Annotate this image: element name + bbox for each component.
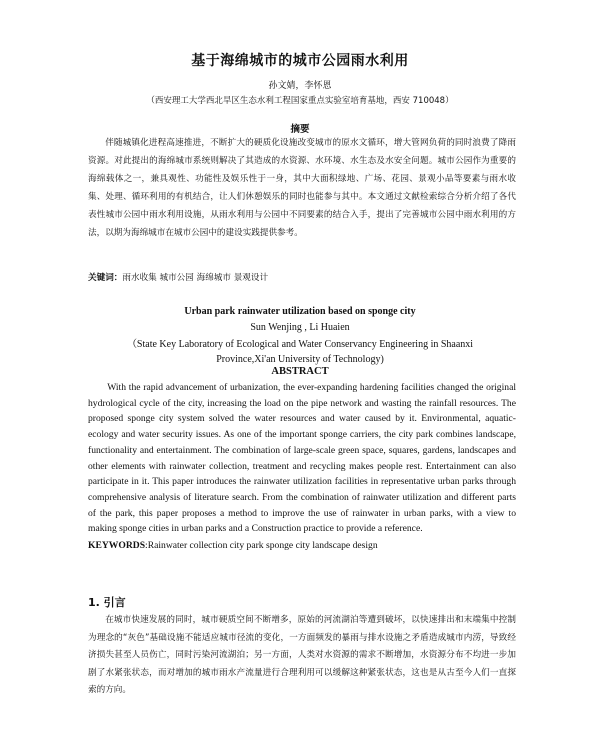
- authors-en: Sun Wenjing , Li Huaien: [250, 322, 350, 333]
- keywords-text-en: :Rainwater collection city park sponge city landscape design: [145, 540, 378, 551]
- section-1-body: 在城市快速发展的同时，城市硬质空间不断增多，原始的河流湖泊等遭到破坏，以快速排出和末端集中控制为理念的“灰色”基础设施不能适应城市径流的变化，一方面频发的暴雨与排水设施之矛盾造成城市内涝，导致经济损失甚至人员伤亡，同时污染河流湖泊；另一方面，人类对水资源的需求不断增加，水资源分布不均进一步加剧了水紧张状态，而对增加的城市雨水产流量进行合理利用可以缓解这种紧张状态，这也是从古至今人们一直探索的方向。: [88, 615, 516, 695]
- affiliation-en-line2: Province,Xi'an University of Technology): [216, 354, 384, 365]
- authors-cn: 孙文婧，李怀恩: [268, 81, 332, 91]
- keywords-en: [88, 540, 528, 551]
- paper-title-en: Urban park rainwater utilization based on sponge city: [184, 306, 416, 317]
- section-1-heading: 1. 引言: [88, 596, 126, 609]
- keywords-cn: [88, 271, 516, 283]
- affiliation-en: [0, 337, 600, 367]
- keywords-text-cn: 雨水收集 城市公园 海绵城市 景观设计: [122, 273, 269, 283]
- affiliation-cn: （西安理工大学西北旱区生态水利工程国家重点实验室培育基地，西安 710048）: [146, 96, 454, 106]
- keywords-label-cn: 关键词：: [88, 273, 123, 283]
- paper-title-cn: 基于海绵城市的城市公园雨水利用: [191, 53, 409, 69]
- abstract-heading-en: ABSTRACT: [271, 366, 329, 377]
- abstract-heading-cn: 摘要: [290, 124, 310, 135]
- keywords-label-en: KEYWORDS: [88, 540, 146, 551]
- abstract-body-cn: 伴随城镇化进程高速推进，不断扩大的硬质化设施改变城市的原水文循环，增大管网负荷的同时浪费了降雨资源。对此提出的海绵城市系统则解决了其造成的水资源、水环境、水生态及水安全问题。城市公园作为重要的海绵载体之一，兼具观性、功能性及娱乐性于一身，其中大面积绿地、广场、花园、景观小品等要素与雨水收集、处理、循环利用的有机结合，让人们休憩娱乐的同时也能参与其中。本文通过文献检索综合分析介绍了各代表性城市公园中雨水利用设施，从雨水利用与公园中不同要素的结合入手，提出了完善城市公园中雨水利用的方法，以期为海绵城市在城市公园中的建设实践提供参考。: [88, 138, 516, 238]
- affiliation-en-line1: （State Key Laboratory of Ecological and Water Conservancy Engineering in Shaanxi: [126, 339, 474, 350]
- abstract-body-en: With the rapid advancement of urbanization, the ever-expanding hardening facilities changed the original hydrological cycle of the city, increasing the load on the pipe network and wasting the rainfall resources. The proposed sponge city system solved the water resources and water caused by it. Environmental, aquatic- ecology and water security issues. As one of the important sponge carriers, the city park combines landscape, functionality and entertainment. The combination of large-scale green space, squares, gardens, landscapes and other elements with rainwater collection, treatment and recycling makes people rest. Entertainment can also participate in it. This paper introduces the rainwater utilization facilities in representative urban parks through comprehensive analysis of literature search. From the combination of rainwater utilization and different parts of the park, this paper proposes a method to improve the use of rainwater in urban parks, with a view to making sponge cities in urban parks and a Construction practice to provide a reference.: [88, 382, 516, 535]
